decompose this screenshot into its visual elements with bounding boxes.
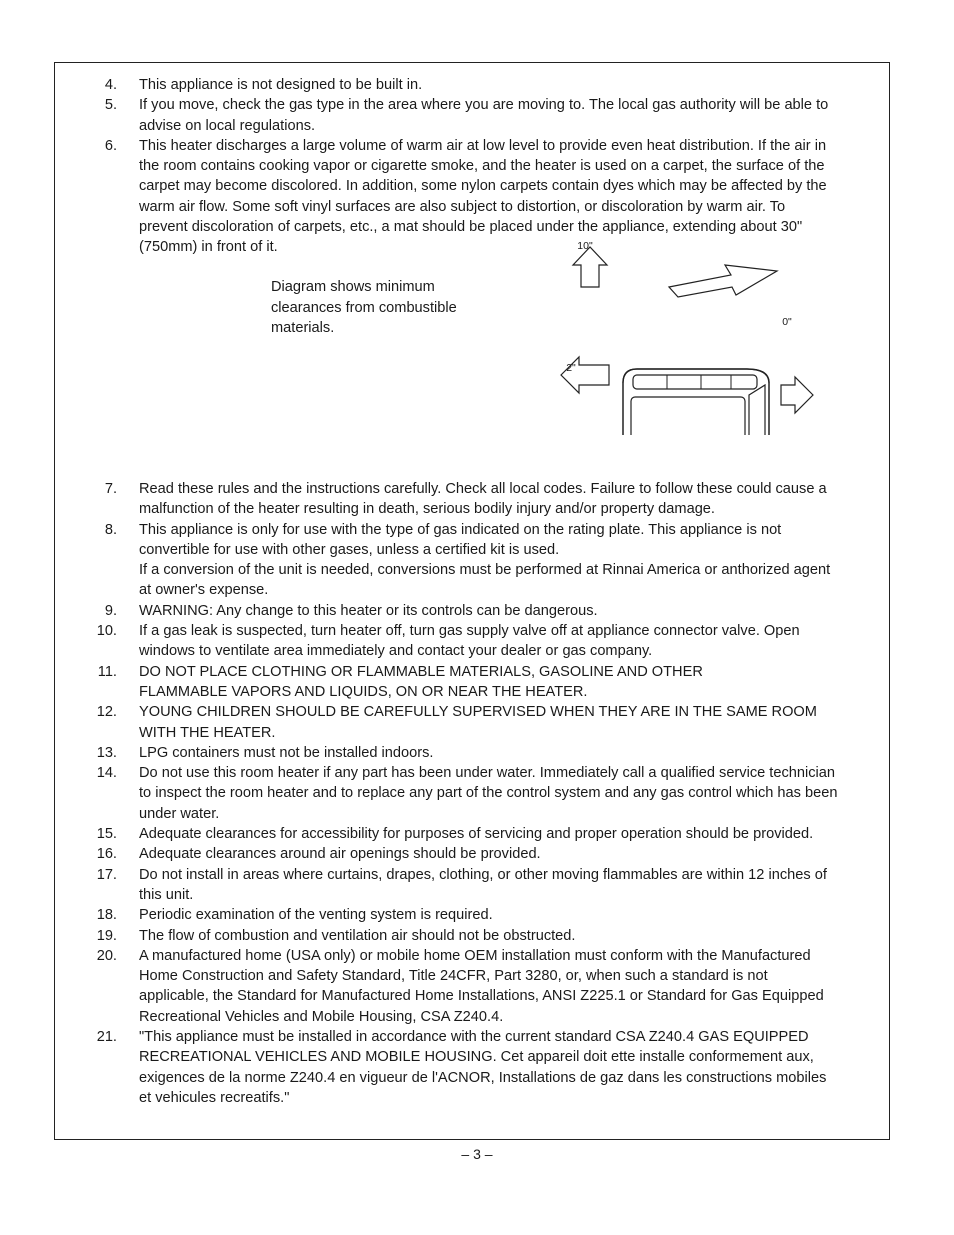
content-frame xyxy=(54,62,890,1140)
item-number: 12. xyxy=(96,704,117,721)
item-text: This heater discharges a large volume of warm air at low level to provide even heat distribution. If the air in the room contains cooking vapor or cigarette smoke, and the heater is used on a carpet, the surface of the carpet may become discolored. In addition, some nylon carpets contain dyes which may be affected by the warm air flow. Some soft vinyl surfaces are also subject to distortion, or discoloration by warm air. To prevent discoloration of carpets, etc., a mat should be placed under the appliance, extending about 30" (750mm) in front of it. xyxy=(139,137,827,256)
clearance-diagram xyxy=(487,235,817,435)
list-item-16 xyxy=(55,844,891,864)
diagram-caption: Diagram shows minimum clearances from combustible materials. xyxy=(271,279,457,336)
item-text: Do not use this room heater if any part has been under water. Immediately call a qualified service technician to inspect the room heater and to replace any part of the control system and any gas control which has been under water. xyxy=(139,765,838,822)
item-text: If you move, check the gas type in the area where you are moving to. The local gas authority will be able to advise on local regulations. xyxy=(139,97,829,134)
list-item-21 xyxy=(55,1027,891,1108)
item-text: Adequate clearances around air openings should be provided. xyxy=(139,846,541,863)
clearance-left-label: 2" xyxy=(566,362,576,374)
item-number: 17. xyxy=(96,866,117,883)
list-item-12 xyxy=(55,702,891,743)
arrow-rear-icon xyxy=(669,265,777,297)
item-text: Adequate clearances for accessibility for purposes of servicing and proper operation should be provided. xyxy=(139,826,814,843)
list-item-17 xyxy=(55,865,891,906)
list-item-7 xyxy=(55,479,891,520)
safety-list-top xyxy=(55,75,891,258)
item-text: If a gas leak is suspected, turn heater off, turn gas supply valve off at appliance connector valve. Open windows to ventilate area immediately and contact your dealer or gas company. xyxy=(139,623,800,660)
item-number: 19. xyxy=(96,927,117,944)
item-text: This appliance is only for use with the type of gas indicated on the rating plate. This appliance is not convertible for use with other gases, unless a certified kit is used. xyxy=(139,521,782,558)
list-item-20 xyxy=(55,946,891,1027)
list-item-4 xyxy=(55,75,891,95)
item-text: The flow of combustion and ventilation air should not be obstructed. xyxy=(139,927,576,944)
list-item-13 xyxy=(55,743,891,763)
item-number: 16. xyxy=(96,846,117,863)
item-number: 9. xyxy=(104,602,117,619)
item-number: 10. xyxy=(96,623,117,640)
list-item-11 xyxy=(55,662,891,703)
list-item-8 xyxy=(55,520,891,601)
list-item-18 xyxy=(55,905,891,925)
arrow-up-icon xyxy=(573,247,607,287)
item-text: Do not install in areas where curtains, drapes, clothing, or other moving flammables are within 12 inches of this unit. xyxy=(139,866,827,903)
item-text: YOUNG CHILDREN SHOULD BE CAREFULLY SUPERVISED WHEN THEY ARE IN THE SAME ROOM WITH THE HEATER. xyxy=(139,704,817,741)
item-number: 15. xyxy=(96,826,117,843)
item-number: 20. xyxy=(96,947,117,964)
arrow-right-icon xyxy=(781,377,813,413)
item-number: 21. xyxy=(96,1029,117,1046)
list-item-9 xyxy=(55,601,891,621)
item-number: 13. xyxy=(96,744,117,761)
item-number: 14. xyxy=(96,765,117,782)
item-number: 8. xyxy=(104,521,117,538)
item-number: 11. xyxy=(97,663,117,680)
item-text: Read these rules and the instructions carefully. Check all local codes. Failure to follow these could cause a malfunction of the heater resulting in death, serious bodily injury and/or property damage. xyxy=(139,481,827,518)
item-text-block xyxy=(139,520,839,601)
page-number: – 3 – xyxy=(461,1146,493,1162)
item-number: 7. xyxy=(104,481,117,497)
item-text: DO NOT PLACE CLOTHING OR FLAMMABLE MATERIALS, GASOLINE AND OTHER FLAMMABLE VAPORS AND LIQUIDS, ON OR NEAR THE HEATER. xyxy=(139,663,703,700)
clearance-top-label: 10" xyxy=(577,240,593,252)
list-item-15 xyxy=(55,824,891,844)
list-item-14 xyxy=(55,763,891,824)
list-item-5 xyxy=(55,95,891,136)
list-item-10 xyxy=(55,621,891,662)
item-text-continued: If a conversion of the unit is needed, conversions must be performed at Rinnai America or anthorized agent at owner's expense. xyxy=(139,562,831,599)
item-text: Periodic examination of the venting system is required. xyxy=(139,907,493,924)
item-number: 18. xyxy=(96,907,117,924)
item-number: 6. xyxy=(104,137,117,154)
item-text: A manufactured home (USA only) or mobile home OEM installation must conform with the Manufactured Home Construction and Safety Standard, Title 24CFR, Part 3280, or, when such a standard is not applicable, the Standard for Manufactured Home Installations, ANSI Z225.1 or Standard for Gas Equipped Recreational Vehicles and Mobile Housing, CSA Z240.4. xyxy=(139,947,824,1025)
item-number: 5. xyxy=(104,97,117,114)
item-text: LPG containers must not be installed indoors. xyxy=(139,744,434,761)
list-item-19 xyxy=(55,926,891,946)
item-number: 4. xyxy=(104,77,117,93)
clearance-rear-label: 0" xyxy=(782,316,792,328)
safety-list-bottom xyxy=(55,479,891,1108)
item-text: "This appliance must be installed in accordance with the current standard CSA Z240.4 GAS EQUIPPED RECREATIONAL VEHICLES AND MOBILE HOUSING. Cet appareil doit ette installe conformement aux, exigences de la norme Z240.4 en vigueur de l'ACNOR, Installations de gaz dans les constructions mobiles et vehicules recreatifs." xyxy=(139,1029,827,1106)
item-text: This appliance is not designed to be built in. xyxy=(139,77,423,93)
item-text: WARNING: Any change to this heater or its controls can be dangerous. xyxy=(139,602,598,619)
heater-illustration xyxy=(623,369,769,435)
